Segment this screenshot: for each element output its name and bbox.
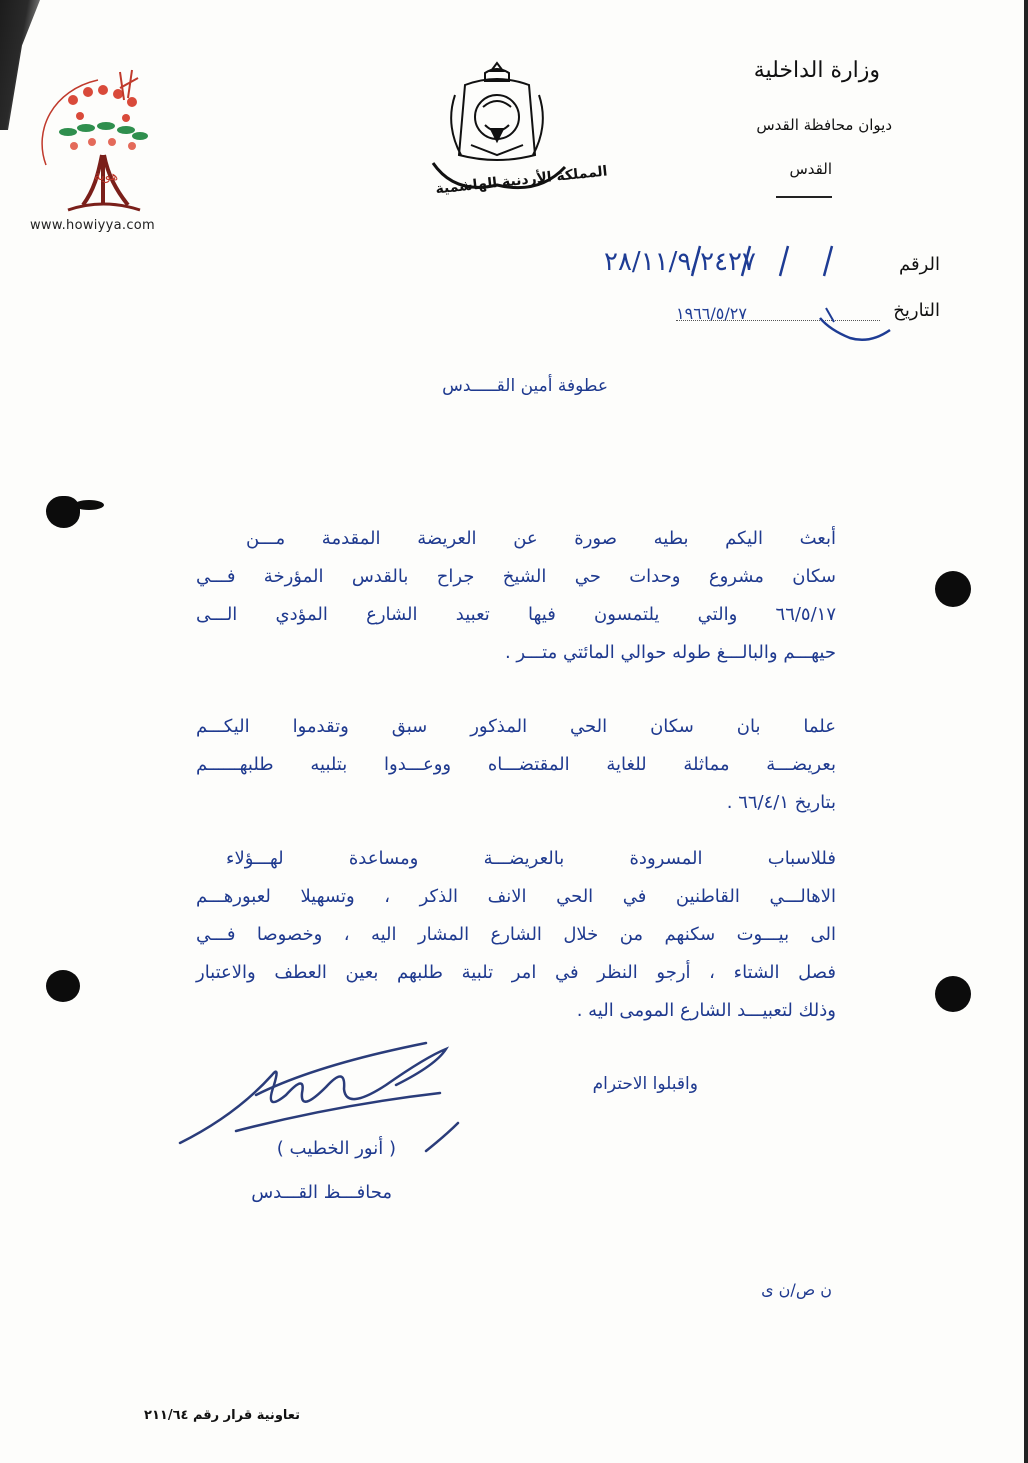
punch-hole <box>935 976 971 1012</box>
paragraph-1 <box>196 520 836 672</box>
archive-footer-note: تعاونية قرار رقم ٢١١/٦٤ <box>144 1408 300 1423</box>
header-divider <box>776 196 832 198</box>
closing-remark: واقبلوا الاحترام <box>592 1074 698 1094</box>
paragraph-line: علما بان سكان الحي المذكور سبق وتقدموا اليكـــم <box>196 716 836 737</box>
paragraph-line: سكان مشروع وحدات حي الشيخ جراح بالقدس المؤرخة فـــي <box>196 566 836 587</box>
salutation: عطوفة أمين القـــــدس <box>442 376 608 396</box>
svg-text:هوية: هوية <box>94 169 119 184</box>
date-value: ١٩٦٦/٥/٢٧ <box>676 304 747 323</box>
paragraph-line: الاهالـــي القاطنين في الحي الانف الذكر ، وتسهيلا لعبورهـــم <box>196 886 836 907</box>
ink-blob <box>46 970 80 1002</box>
punch-hole <box>935 571 971 607</box>
jordan-coat-of-arms-icon <box>415 55 609 200</box>
city-name: القدس <box>789 160 832 178</box>
handwritten-signature-icon <box>176 1035 466 1155</box>
paragraph-line: حيهـــم والبالـــغ طوله حوالي المائتي متـــر . <box>504 642 836 663</box>
paragraph-line: بتاريخ ٦٦/٤/١ . <box>726 792 836 813</box>
paragraph-line: فللاسباب المسرودة بالعريضـــة ومساعدة لهـــؤلاء <box>226 848 836 869</box>
paragraph-line: وذلك لتعبيـــد الشارع المومى اليه . <box>576 1000 836 1021</box>
reference-number-label: الرقم <box>898 254 940 275</box>
office-name: ديوان محافظة القدس <box>756 116 892 134</box>
date-label: التاريخ <box>893 300 940 321</box>
family-tree-logo-icon <box>28 60 178 235</box>
date-tick-mark <box>790 300 900 350</box>
ink-blob <box>46 496 80 528</box>
reference-number-handwritten <box>600 240 910 280</box>
signer-title: محافـــظ القـــدس <box>251 1182 392 1203</box>
typist-initials: ن ص/ن ى <box>761 1280 832 1299</box>
signer-name: ( أنور الخطيب ) <box>276 1138 396 1159</box>
svg-text:٢٨/١١/٩/٢٤٢٧: ٢٨/١١/٩/٢٤٢٧ <box>604 247 756 277</box>
paragraph-3 <box>196 840 836 1030</box>
watermark-url: www.howiyya.com <box>30 218 156 233</box>
paragraph-2 <box>196 708 836 822</box>
paragraph-line: بعريضـــة مماثلة للغاية المقتضـــاه ووعـــدوا بتلبيه طلبهــــــم <box>196 754 836 775</box>
page-edge <box>1024 0 1028 1463</box>
crest-caption: المملكة الأردنية الهاشمية <box>434 163 609 198</box>
ink-blob <box>74 500 104 510</box>
paragraph-line: ٦٦/٥/١٧ والتي يلتمسون فيها تعبيد الشارع المؤدي الـــى <box>196 604 836 625</box>
paragraph-line: الى بيـــوت سكنهم من خلال الشارع المشار اليه ، وخصوصا فـــي <box>196 924 836 945</box>
paragraph-line: أبعث اليكم بطيه صورة عن العريضة المقدمة مـــن <box>246 528 836 549</box>
paragraph-line: فصل الشتاء ، أرجو النظر في امر تلبية طلبهم بعين العطف والاعتبار <box>196 962 836 983</box>
ministry-name: وزارة الداخلية <box>753 58 880 83</box>
